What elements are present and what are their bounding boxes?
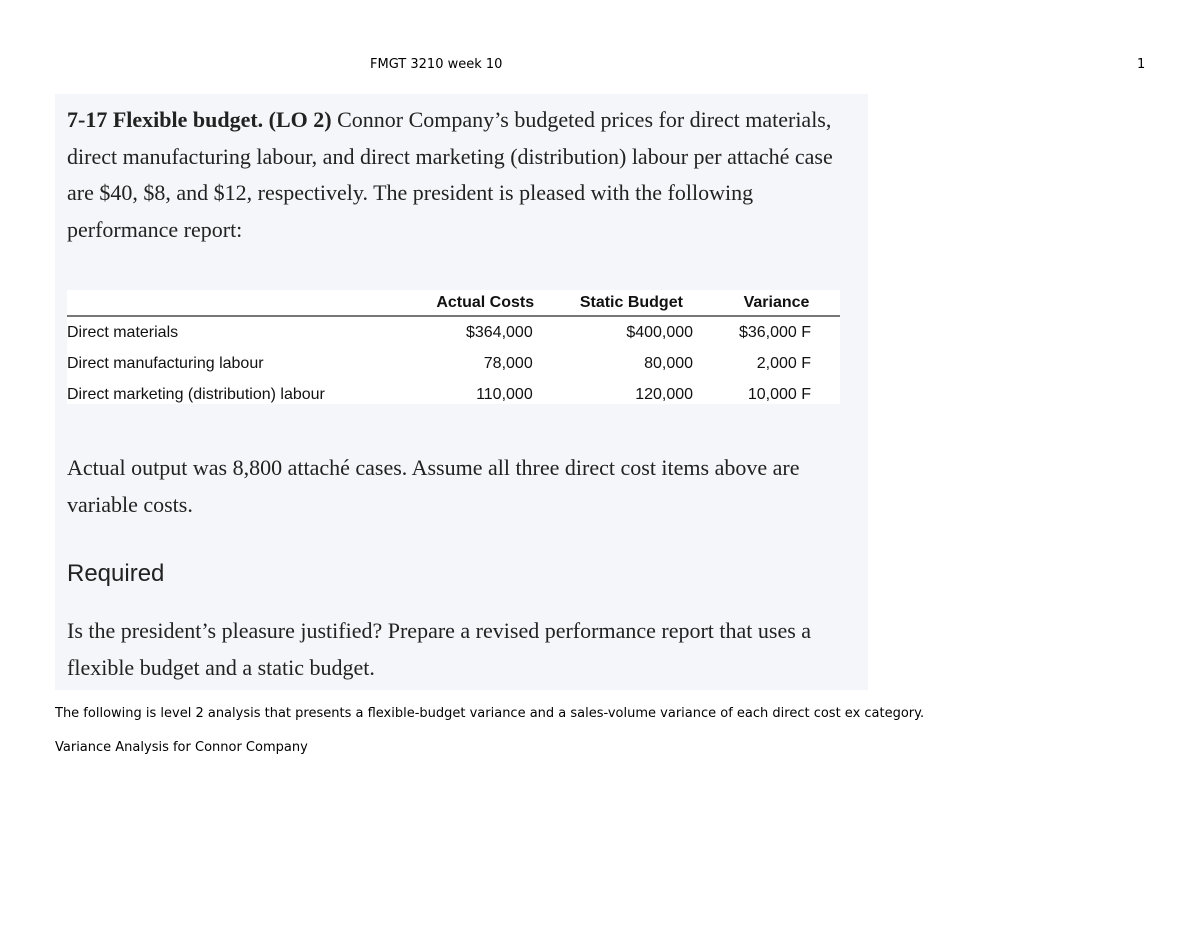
cell-static: 80,000 [644,354,694,372]
problem-screenshot [55,94,868,690]
table-row [67,316,840,348]
required-heading: Required [67,560,165,587]
row-label: Direct manufacturing labour [67,354,264,372]
cell-variance: $36,000 F [738,323,811,341]
cell-static: 120,000 [635,385,694,403]
table-header-row [67,290,840,316]
page-number: 1 [1137,57,1146,72]
analysis-title: Variance Analysis for Connor Company [55,740,308,755]
analysis-note: The following is level 2 analysis that presents a flexible-budget variance and a sales-volume variance of each direct cost ex category. [55,706,925,721]
document-header-title: FMGT 3210 week 10 [370,57,503,72]
performance-report-table [67,290,840,404]
table-row [67,348,840,379]
cell-actual: 78,000 [483,354,533,372]
col-header-static: Static Budget [550,290,713,316]
header-blank [67,290,421,316]
row-label: Direct marketing (distribution) labour [67,385,325,403]
cell-static: $400,000 [626,323,694,341]
col-header-variance: Variance [713,290,840,316]
cell-variance: 10,000 F [747,385,811,403]
row-label: Direct materials [67,323,179,341]
problem-heading: 7-17 Flexible budget. (LO 2) [67,107,332,132]
col-header-actual: Actual Costs [421,290,550,316]
cell-actual: $364,000 [465,323,533,341]
cell-actual: 110,000 [476,385,533,403]
problem-intro [67,102,837,248]
actual-output-text: Actual output was 8,800 attaché cases. Assume all three direct cost items above are variable costs. [67,455,800,517]
required-text: Is the president’s pleasure justified? Prepare a revised performance report that uses a flexible budget and a static budget. [67,618,812,680]
table-row [67,379,840,410]
problem-intro-text: Connor Company’s budgeted prices for direct materials, direct manufacturing labour, and direct marketing (distribution) labour per attaché case are $40, $8, and $12, respectively. The president is pleased with the following performance report: [67,107,833,242]
cell-variance: 2,000 F [756,354,811,372]
